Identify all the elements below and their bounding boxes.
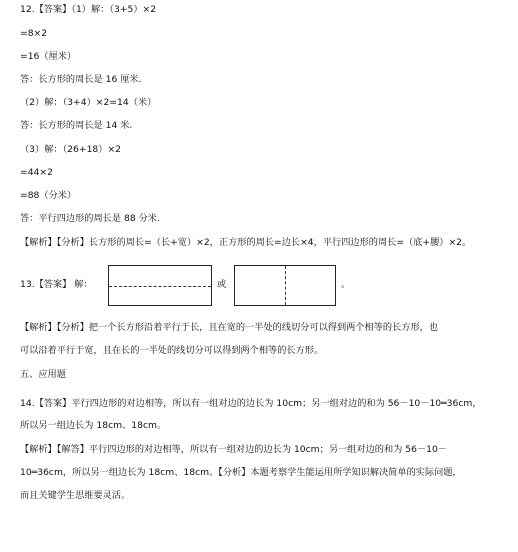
text-line: 【解析】【解答】平行四边形的对边相等，所以有一组对边的边长为 10cm；另一组对边的和为 56－10－ xyxy=(20,444,447,455)
text-line: 12.【答案】（1）解：（3+5）×2 xyxy=(20,4,157,15)
or-label: 或 xyxy=(217,279,227,290)
text-line: =8×2 xyxy=(20,28,48,39)
text-line: 【解析】【分析】把一个长方形沿着平行于长，且在宽的一半处的线切分可以得到两个相等的长方形，也 xyxy=(20,322,439,333)
section-heading: 五、应用题 xyxy=(20,369,66,380)
text-line: 10═36cm，所以另一组边长为 18cm、18cm。【分析】本题考察学生能运用所学知识解决简单的实际问题， xyxy=(20,467,462,478)
text-line: 可以沿着平行于宽，且在长的一半处的线切分可以得到两个相等的长方形。 xyxy=(20,345,324,356)
text-line: （2）解：（3+4）×2=14（米） xyxy=(20,97,157,108)
text-line: =16（厘米） xyxy=(20,51,77,62)
text-line: 答：长方形的周长是 14 米. xyxy=(20,120,133,131)
rectangle-horizontal-split xyxy=(108,265,212,306)
q13-prefix: 13.【答案】 解： xyxy=(20,279,93,290)
text-line: 而且关键学生思维要灵活。 xyxy=(20,490,131,501)
text-line: 所以另一组边长为 18cm、18cm。 xyxy=(20,420,167,431)
text-line: =88（分米） xyxy=(20,190,77,201)
end-mark: 。 xyxy=(341,279,351,290)
text-line: （3）解：（26+18）×2 xyxy=(20,144,121,155)
dashed-cut-line-vertical xyxy=(285,266,286,305)
text-line: =44×2 xyxy=(20,167,53,178)
text-line: 【解析】【分析】长方形的周长=（长+宽）×2，正方形的周长=边长×4，平行四边形的周长=（底+腰）×2。 xyxy=(20,237,472,248)
text-line: 14.【答案】平行四边形的对边相等，所以有一组对边的边长为 10cm；另一组对边的和为 56－10－10═36cm， xyxy=(20,398,482,409)
text-line: 答：平行四边形的周长是 88 分米. xyxy=(20,213,160,224)
text-line: 答：长方形的周长是 16 厘米. xyxy=(20,74,142,85)
rectangle-vertical-split xyxy=(234,265,336,306)
dashed-cut-line-horizontal xyxy=(109,286,211,287)
